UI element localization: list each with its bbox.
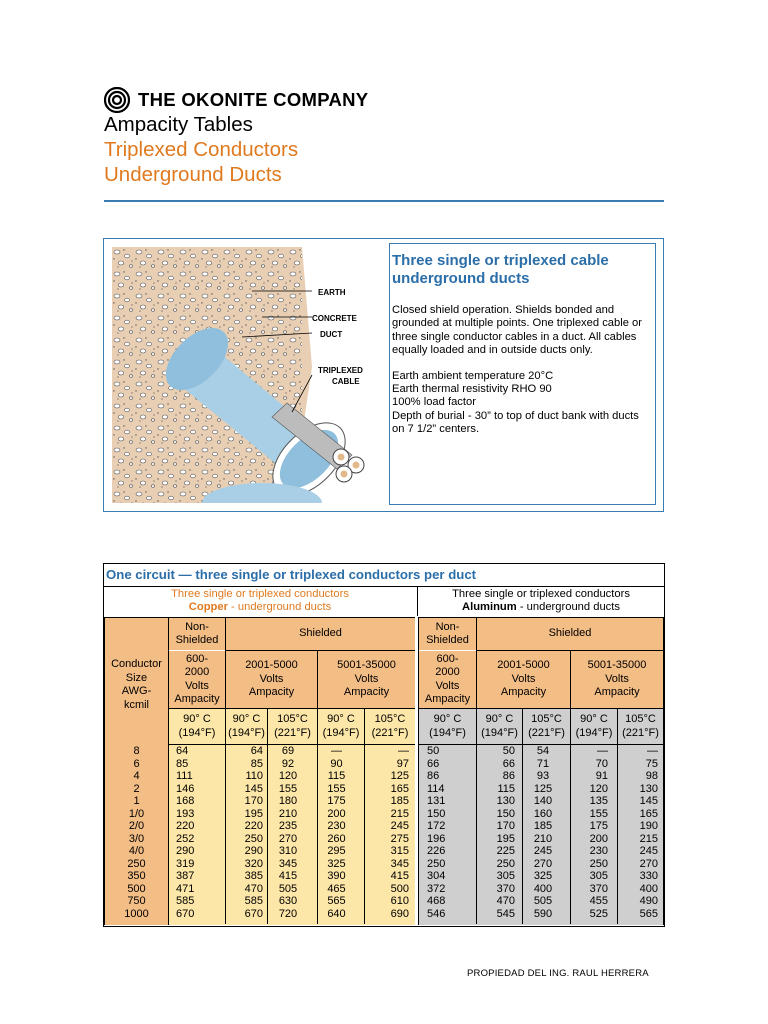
page-subtitle-2: Underground Ducts bbox=[104, 163, 282, 186]
cu-ampacity-cell: 193 bbox=[176, 807, 195, 820]
al-ampacity-cell: 135 bbox=[589, 795, 608, 807]
cu-ampacity-cell: 170 bbox=[244, 795, 263, 807]
al-ampacity-cell: 270 bbox=[533, 857, 553, 870]
al-shielded2001-105-column bbox=[523, 745, 563, 920]
cu-temp-ns-90: 90° C (194°F) bbox=[169, 709, 225, 744]
al-ampacity-cell: 250 bbox=[589, 857, 608, 870]
al-temp-ns-90: 90° C (194°F) bbox=[419, 709, 476, 744]
cu-ampacity-cell: 500 bbox=[390, 882, 409, 895]
al-ampacity-cell: 150 bbox=[496, 807, 515, 820]
al-ampacity-cell: 70 bbox=[595, 757, 608, 770]
al-ampacity-cell: 91 bbox=[595, 770, 608, 782]
al-ampacity-cell: 304 bbox=[427, 870, 446, 882]
copper-header-bold: Copper bbox=[188, 601, 228, 613]
cu-ampacity-cell: 670 bbox=[176, 907, 195, 920]
cu-ampacity-cell: — bbox=[331, 745, 342, 757]
param-ambient: Earth ambient temperature 20°C bbox=[392, 369, 554, 382]
al-ampacity-cell: 370 bbox=[496, 882, 515, 895]
al-ampacity-cell: 215 bbox=[639, 832, 658, 845]
al-ampacity-cell: 200 bbox=[589, 832, 608, 845]
cu-ampacity-cell: — bbox=[398, 745, 409, 757]
company-logo bbox=[104, 86, 368, 114]
al-ampacity-cell: 130 bbox=[496, 795, 515, 807]
figure-panel bbox=[103, 238, 664, 512]
conductor-size-cell: 3/0 bbox=[128, 832, 145, 845]
param-load-factor: 100% load factor bbox=[392, 396, 476, 409]
cu-ampacity-cell: 585 bbox=[244, 895, 263, 907]
al-shielded5001-105-column bbox=[618, 745, 658, 920]
al-ampacity-cell: 250 bbox=[496, 857, 515, 870]
conductor-size-cell: 2/0 bbox=[128, 820, 145, 832]
cu-ampacity-cell: 610 bbox=[390, 895, 409, 907]
al-shielded-header: Shielded bbox=[477, 618, 663, 650]
conductor-size-cell: 350 bbox=[127, 870, 146, 882]
cu-shielded5001-90-column bbox=[318, 745, 355, 920]
al-ampacity-cell: 455 bbox=[589, 895, 608, 907]
conductor-size-cell: 250 bbox=[127, 857, 146, 870]
al-ampacity-cell: 86 bbox=[502, 770, 515, 782]
cu-ampacity-cell: 145 bbox=[244, 782, 263, 795]
al-ampacity-cell: 546 bbox=[427, 907, 446, 920]
aluminum-panel bbox=[418, 617, 664, 925]
al-ampacity-cell: 195 bbox=[496, 832, 515, 845]
al-shielded2001-90-column bbox=[477, 745, 515, 920]
al-ampacity-cell: 175 bbox=[589, 820, 608, 832]
al-ampacity-cell: 145 bbox=[639, 795, 658, 807]
cu-ampacity-cell: 390 bbox=[327, 870, 346, 882]
copper-header-line1: Three single or triplexed conductors bbox=[171, 588, 349, 600]
al-ampacity-cell: 400 bbox=[533, 882, 553, 895]
conductor-size-cell: 1000 bbox=[124, 907, 149, 920]
al-ampacity-cell: 130 bbox=[639, 782, 658, 795]
cu-ampacity-cell: 387 bbox=[176, 870, 195, 882]
al-ampacity-cell: 165 bbox=[639, 807, 658, 820]
cu-ampacity-cell: 180 bbox=[278, 795, 298, 807]
aluminum-header-line1: Three single or triplexed conductors bbox=[452, 588, 630, 600]
cu-ampacity-cell: 125 bbox=[390, 770, 409, 782]
al-ampacity-cell: 565 bbox=[639, 907, 658, 920]
cu-2001v-header: 2001-5000 Volts Ampacity bbox=[226, 651, 317, 708]
al-ampacity-cell: 372 bbox=[427, 882, 446, 895]
al-ampacity-cell: 66 bbox=[502, 757, 515, 770]
al-ampacity-cell: 325 bbox=[533, 870, 553, 882]
cu-shielded2001-90-column bbox=[226, 745, 263, 920]
cu-ampacity-cell: 120 bbox=[278, 770, 298, 782]
cu-ampacity-cell: 315 bbox=[390, 845, 409, 857]
al-temp-s2-90: 90° C (194°F) bbox=[477, 709, 522, 744]
al-nonshielded-header: Non- Shielded bbox=[419, 618, 476, 650]
al-ampacity-cell: 160 bbox=[533, 807, 553, 820]
al-ampacity-cell: 230 bbox=[589, 845, 608, 857]
conductor-size-header: Conductor Size AWG- kcmil bbox=[105, 618, 168, 752]
cu-shielded-header: Shielded bbox=[226, 618, 415, 650]
conductor-size-cell: 500 bbox=[127, 882, 146, 895]
cu-ampacity-cell: 720 bbox=[278, 907, 298, 920]
al-ampacity-cell: 210 bbox=[533, 832, 553, 845]
cu-ampacity-cell: 270 bbox=[278, 832, 298, 845]
copper-header bbox=[104, 587, 416, 616]
cu-ampacity-cell: 195 bbox=[244, 807, 263, 820]
conductor-size-cell: 8 bbox=[133, 745, 140, 757]
aluminum-header bbox=[417, 587, 664, 616]
cu-ampacity-cell: 290 bbox=[176, 845, 195, 857]
cu-ampacity-cell: 471 bbox=[176, 882, 195, 895]
label-triplexed: TRIPLEXED bbox=[318, 366, 363, 375]
cu-ampacity-cell: 275 bbox=[390, 832, 409, 845]
al-temp-s2-105: 105°C (221°F) bbox=[523, 709, 570, 744]
al-ampacity-cell: — bbox=[597, 745, 608, 757]
aluminum-header-bold: Aluminum bbox=[462, 601, 517, 613]
cu-shielded2001-105-column bbox=[268, 745, 308, 920]
al-ampacity-cell: 400 bbox=[639, 882, 658, 895]
cu-ampacity-cell: 565 bbox=[327, 895, 346, 907]
cu-ampacity-cell: 385 bbox=[244, 870, 263, 882]
cu-ampacity-cell: 670 bbox=[244, 907, 263, 920]
cu-temp-s2-105: 105°C (221°F) bbox=[268, 709, 317, 744]
cu-ampacity-cell: 250 bbox=[244, 832, 263, 845]
figure-description-box bbox=[389, 243, 656, 505]
table-title: One circuit — three single or triplexed conductors per duct bbox=[104, 564, 664, 587]
cu-temp-s5-105: 105°C (221°F) bbox=[365, 709, 415, 744]
cu-ampacity-cell: 220 bbox=[244, 820, 263, 832]
cu-ampacity-cell: 640 bbox=[327, 907, 346, 920]
cu-ampacity-cell: 690 bbox=[390, 907, 409, 920]
al-ampacity-cell: 590 bbox=[533, 907, 553, 920]
al-ampacity-cell: 490 bbox=[639, 895, 658, 907]
cu-600v-header: 600- 2000 Volts Ampacity bbox=[169, 651, 225, 708]
al-ampacity-cell: 115 bbox=[497, 782, 515, 795]
al-ampacity-cell: 54 bbox=[536, 745, 550, 757]
param-depth: Depth of burial - 30” to top of duct bank with ducts on 7 1/2” centers. bbox=[392, 409, 639, 436]
cu-5001v-header: 5001-35000 Volts Ampacity bbox=[318, 651, 415, 708]
cu-ampacity-cell: 146 bbox=[176, 782, 195, 795]
al-ampacity-cell: — bbox=[647, 745, 658, 757]
cu-ampacity-cell: 90 bbox=[330, 757, 343, 770]
label-cable: CABLE bbox=[332, 377, 360, 386]
conductor-size-cell: 2 bbox=[133, 782, 140, 795]
al-ampacity-cell: 125 bbox=[533, 782, 553, 795]
al-ampacity-cell: 545 bbox=[496, 907, 515, 920]
cu-ampacity-cell: 220 bbox=[176, 820, 195, 832]
al-ampacity-cell: 525 bbox=[589, 907, 608, 920]
page-title: Ampacity Tables bbox=[104, 113, 253, 136]
al-ampacity-cell: 190 bbox=[639, 820, 658, 832]
cu-ampacity-cell: 115 bbox=[327, 770, 346, 782]
cu-ampacity-cell: 165 bbox=[390, 782, 409, 795]
cu-ampacity-cell: 260 bbox=[327, 832, 346, 845]
al-ampacity-cell: 170 bbox=[496, 820, 515, 832]
conductor-size-cell: 4/0 bbox=[128, 845, 145, 857]
conductor-size-cell: 1/0 bbox=[128, 807, 145, 820]
cu-ampacity-cell: 69 bbox=[281, 745, 295, 757]
cu-ampacity-cell: 415 bbox=[278, 870, 298, 882]
cu-ampacity-cell: 505 bbox=[278, 882, 298, 895]
conductor-size-cell: 4 bbox=[133, 770, 140, 782]
al-temp-s5-90: 90° C (194°F) bbox=[571, 709, 617, 744]
conductor-size-column bbox=[105, 745, 168, 920]
cu-ampacity-cell: 325 bbox=[327, 857, 346, 870]
al-ampacity-cell: 196 bbox=[427, 832, 446, 845]
cu-ampacity-cell: 185 bbox=[390, 795, 409, 807]
param-resistivity: Earth thermal resistivity RHO 90 bbox=[392, 383, 552, 396]
cu-ampacity-cell: 97 bbox=[396, 757, 409, 770]
conductor-size-cell: 6 bbox=[133, 757, 140, 770]
cu-ampacity-cell: 465 bbox=[327, 882, 346, 895]
al-ampacity-cell: 172 bbox=[427, 820, 446, 832]
al-ampacity-cell: 226 bbox=[427, 845, 446, 857]
cu-ampacity-cell: 345 bbox=[390, 857, 409, 870]
al-ampacity-cell: 50 bbox=[427, 745, 440, 757]
cu-ampacity-cell: 155 bbox=[327, 782, 346, 795]
okonite-logo-icon bbox=[104, 87, 130, 113]
cu-ampacity-cell: 230 bbox=[327, 820, 346, 832]
duct-cross-section-illustration bbox=[112, 247, 384, 503]
cu-ampacity-cell: 630 bbox=[278, 895, 298, 907]
cu-ampacity-cell: 345 bbox=[278, 857, 298, 870]
label-duct: DUCT bbox=[320, 330, 343, 339]
al-ampacity-cell: 330 bbox=[639, 870, 658, 882]
al-ampacity-cell: 71 bbox=[536, 757, 550, 770]
al-5001v-header: 5001-35000 Volts Ampacity bbox=[571, 651, 663, 708]
label-concrete: CONCRETE bbox=[312, 314, 357, 323]
cu-ampacity-cell: 111 bbox=[176, 770, 193, 782]
cu-ampacity-cell: 92 bbox=[281, 757, 295, 770]
cu-ampacity-cell: 319 bbox=[176, 857, 195, 870]
title-divider bbox=[104, 200, 664, 202]
cu-ampacity-cell: 585 bbox=[176, 895, 195, 907]
al-nonshielded-90-column bbox=[427, 745, 472, 920]
cu-ampacity-cell: 210 bbox=[278, 807, 298, 820]
cu-ampacity-cell: 245 bbox=[390, 820, 409, 832]
al-ampacity-cell: 66 bbox=[427, 757, 440, 770]
al-ampacity-cell: 86 bbox=[427, 770, 440, 782]
company-name: THE OKONITE COMPANY bbox=[138, 89, 369, 110]
al-ampacity-cell: 270 bbox=[639, 857, 658, 870]
figure-parameters bbox=[392, 370, 649, 437]
footer-note: PROPIEDAD DEL ING. RAUL HERRERA bbox=[467, 968, 649, 979]
aluminum-header-rest: - underground ducts bbox=[516, 601, 620, 613]
cu-ampacity-cell: 200 bbox=[327, 807, 346, 820]
al-ampacity-cell: 225 bbox=[496, 845, 515, 857]
cu-ampacity-cell: 470 bbox=[244, 882, 263, 895]
al-ampacity-cell: 370 bbox=[589, 882, 608, 895]
cu-temp-s5-90: 90° C (194°F) bbox=[318, 709, 364, 744]
cu-ampacity-cell: 320 bbox=[244, 857, 263, 870]
al-ampacity-cell: 185 bbox=[533, 820, 553, 832]
cu-ampacity-cell: 295 bbox=[327, 845, 346, 857]
al-shielded5001-90-column bbox=[571, 745, 608, 920]
copper-panel bbox=[104, 617, 415, 925]
al-ampacity-cell: 245 bbox=[639, 845, 658, 857]
al-ampacity-cell: 250 bbox=[427, 857, 446, 870]
cu-ampacity-cell: 415 bbox=[390, 870, 409, 882]
cu-ampacity-cell: 168 bbox=[176, 795, 195, 807]
al-ampacity-cell: 305 bbox=[589, 870, 608, 882]
al-ampacity-cell: 93 bbox=[536, 770, 550, 782]
al-temp-s5-105: 105°C (221°F) bbox=[618, 709, 663, 744]
al-ampacity-cell: 50 bbox=[502, 745, 515, 757]
cu-ampacity-cell: 155 bbox=[278, 782, 298, 795]
cu-shielded5001-105-column bbox=[365, 745, 409, 920]
al-ampacity-cell: 75 bbox=[645, 757, 658, 770]
al-600v-header: 600- 2000 Volts Ampacity bbox=[419, 651, 476, 708]
cu-ampacity-cell: 235 bbox=[278, 820, 298, 832]
al-ampacity-cell: 120 bbox=[589, 782, 608, 795]
al-ampacity-cell: 468 bbox=[427, 895, 446, 907]
cu-ampacity-cell: 290 bbox=[244, 845, 263, 857]
conductor-size-cell: 750 bbox=[127, 895, 146, 907]
cu-ampacity-cell: 110 bbox=[245, 770, 263, 782]
al-ampacity-cell: 98 bbox=[645, 770, 658, 782]
ampacity-table bbox=[103, 563, 665, 927]
cu-ampacity-cell: 64 bbox=[176, 745, 189, 757]
conductor-size-cell: 1 bbox=[133, 795, 140, 807]
al-ampacity-cell: 140 bbox=[533, 795, 553, 807]
cu-ampacity-cell: 310 bbox=[278, 845, 298, 857]
figure-description: Closed shield operation. Shields bonded and grounded at multiple points. One triplexed cable or three single conductor cables in a duct. All cables equally loaded and in outside ducts only. bbox=[392, 304, 643, 357]
al-ampacity-cell: 505 bbox=[533, 895, 553, 907]
al-2001v-header: 2001-5000 Volts Ampacity bbox=[477, 651, 570, 708]
al-ampacity-cell: 305 bbox=[496, 870, 515, 882]
cu-ampacity-cell: 85 bbox=[250, 757, 263, 770]
cu-nonshielded-90-column bbox=[176, 745, 221, 920]
cu-nonshielded-header: Non- Shielded bbox=[169, 618, 225, 650]
al-ampacity-cell: 245 bbox=[533, 845, 553, 857]
label-earth: EARTH bbox=[318, 288, 346, 297]
page-subtitle-1: Triplexed Conductors bbox=[104, 138, 299, 161]
cu-ampacity-cell: 215 bbox=[390, 807, 409, 820]
cu-ampacity-cell: 64 bbox=[250, 745, 263, 757]
cu-temp-s2-90: 90° C (194°F) bbox=[226, 709, 267, 744]
figure-heading: Three single or triplexed cable underground ducts bbox=[392, 252, 609, 287]
cu-ampacity-cell: 252 bbox=[176, 832, 195, 845]
copper-header-rest: - underground ducts bbox=[227, 601, 332, 613]
al-ampacity-cell: 150 bbox=[427, 807, 446, 820]
al-ampacity-cell: 114 bbox=[427, 782, 445, 795]
al-ampacity-cell: 155 bbox=[589, 807, 608, 820]
al-ampacity-cell: 131 bbox=[427, 795, 446, 807]
cu-ampacity-cell: 85 bbox=[176, 757, 189, 770]
cu-ampacity-cell: 175 bbox=[327, 795, 346, 807]
al-ampacity-cell: 470 bbox=[496, 895, 515, 907]
